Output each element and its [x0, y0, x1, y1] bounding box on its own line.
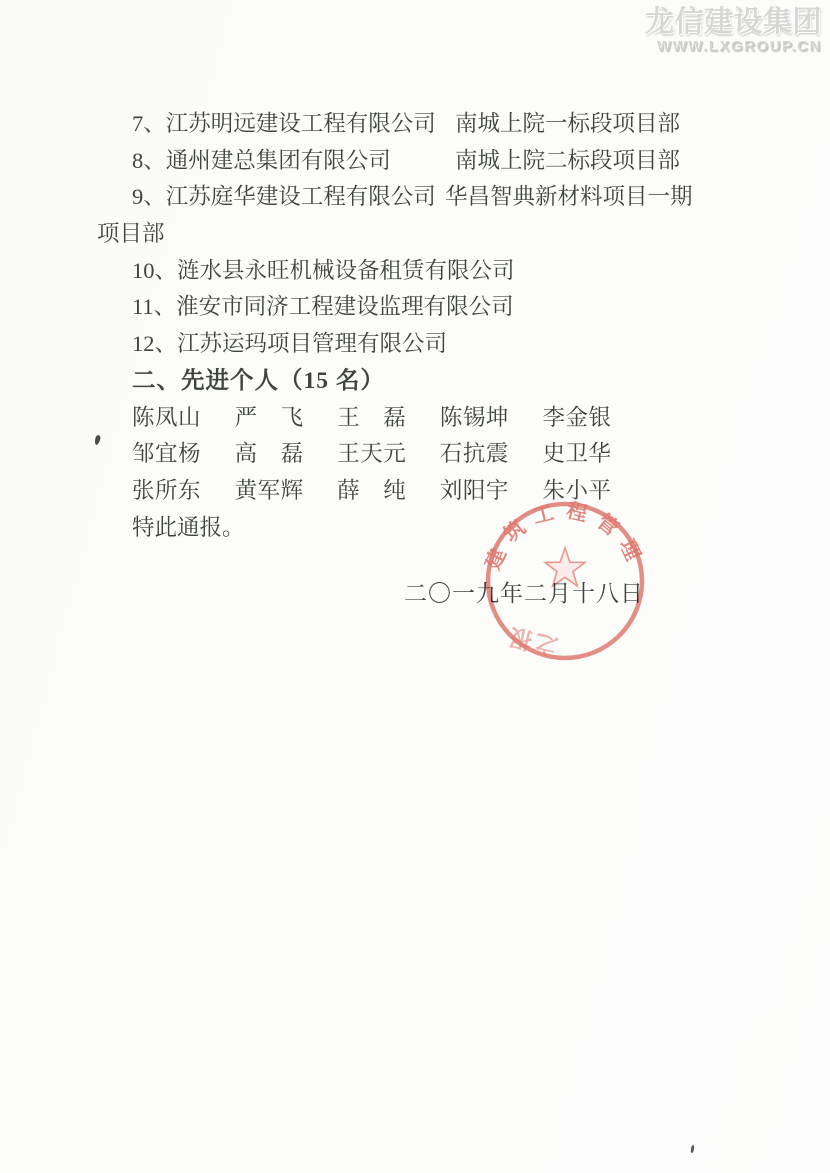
company-name: 12、江苏运玛项目管理有限公司	[132, 331, 448, 357]
watermark-company-name: 龙信建设集团	[644, 6, 822, 38]
list-item-10	[97, 253, 737, 290]
person-name: 李金银	[542, 404, 612, 430]
continuation-text: 项目部	[97, 221, 165, 247]
person-name: 薛 纯	[337, 477, 407, 503]
person-name: 严 飞	[234, 404, 304, 430]
person-name: 张所东	[132, 477, 202, 503]
list-item-7	[97, 106, 737, 143]
list-item-12	[97, 326, 737, 363]
scan-artifact	[690, 1145, 694, 1153]
names-row-1	[97, 400, 737, 437]
project-name: 南城上院二标段项目部	[455, 147, 681, 173]
person-name: 黄军辉	[234, 477, 304, 503]
section-heading: 二、先进个人（15 名）	[132, 367, 385, 394]
names-row-2	[97, 436, 737, 473]
company-name: 11、淮安市同济工程建设监理有限公司	[132, 294, 514, 320]
date-text: 二〇一九年二月十八日	[404, 581, 644, 606]
person-name: 朱小平	[542, 477, 612, 503]
stamp-bottom-marks: 之报	[503, 622, 561, 659]
list-item-9-continuation	[97, 216, 737, 253]
closing-text: 特此通报。	[132, 514, 245, 540]
person-name: 石抗震	[439, 441, 509, 467]
person-name: 史卫华	[542, 441, 612, 467]
person-name: 王天元	[337, 441, 407, 467]
project-name: 南城上院一标段项目部	[455, 111, 681, 136]
watermark-logo	[645, 6, 822, 56]
stamp-arc-text: 建筑工程管理	[482, 499, 648, 574]
person-name: 邹宜杨	[132, 441, 202, 467]
list-item-11	[97, 289, 737, 326]
person-name: 陈凤山	[132, 404, 202, 430]
company-name: 7、江苏明远建设工程有限公司	[132, 111, 436, 136]
document-body	[97, 106, 737, 546]
red-stamp	[479, 495, 651, 667]
list-item-8	[97, 143, 737, 180]
person-name: 刘阳宇	[439, 477, 509, 503]
stamp-star-icon	[545, 548, 585, 586]
watermark-url: WWW.LXGROUP.CN	[657, 38, 822, 55]
company-name: 10、涟水县永旺机械设备租赁有限公司	[132, 257, 515, 283]
project-name: 华昌智典新材料项目一期	[445, 184, 693, 210]
person-name: 陈锡坤	[439, 404, 509, 430]
person-name: 高 磊	[234, 441, 304, 467]
company-name: 8、通州建总集团有限公司	[132, 147, 391, 173]
person-name: 王 磊	[337, 404, 407, 430]
list-item-9	[97, 179, 737, 216]
company-name: 9、江苏庭华建设工程有限公司	[132, 184, 436, 210]
